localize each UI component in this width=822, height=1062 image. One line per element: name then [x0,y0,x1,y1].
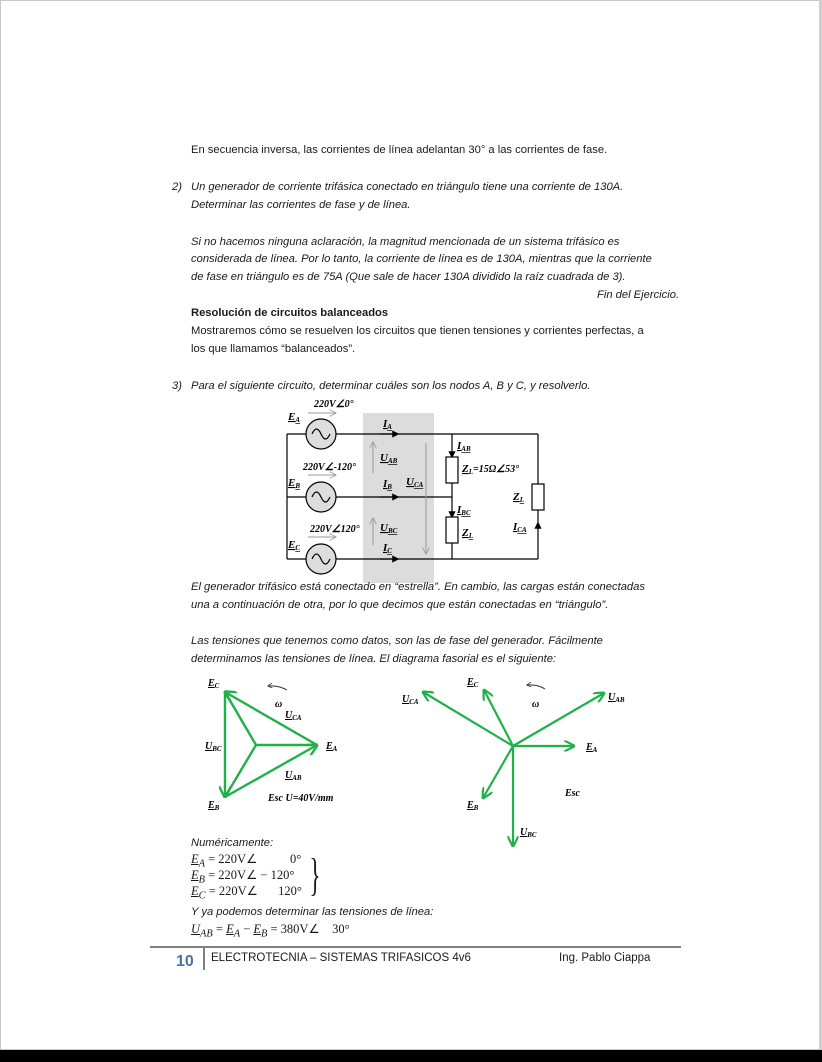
phasor-right-eb-label: $E_B$ [467,800,479,812]
equation-ec: $E_C$ = 220V∠ 120° [191,884,302,902]
ubc-label: UBC [380,522,398,535]
generator-a-icon [306,419,336,449]
eb-label: EB [288,477,301,490]
paragraph-inverse-sequence: En secuencia inversa, las corrientes de línea adelantan 30° a las corrientes de fase. [191,144,608,156]
footer-divider [150,946,681,948]
equation-eb: $E_B$ = 220V∠ − 120° [191,868,295,886]
phasor-right-uab-label: $U_{AB}$ [608,692,625,704]
zl-value-label: ZL=15Ω∠53° [462,463,520,476]
phasor-left-ea-label: $E_A$ [326,741,338,753]
phasor-left-ubc-label: $U_{BC}$ [205,741,222,753]
phasor-left-ec-label: $E_C$ [208,678,220,690]
section-text-1: Mostraremos cómo se resuelven los circuitos que tienen tensiones y corrientes perfectas, a [191,325,644,337]
three-phase-circuit-diagram [270,395,560,585]
phasor-right-ec-label: $E_C$ [467,677,479,689]
ica-label: ICA [513,521,527,534]
line-voltages-text: Y ya podemos determinar las tensiones de línea: [191,906,434,918]
load-zab [446,457,458,483]
bottom-black-bar [0,1050,822,1062]
zl-label-ca: ZL [513,491,525,504]
phasor-left-eb-label: $E_B$ [208,800,220,812]
uca-label: UCA [406,476,424,489]
section-heading: Resolución de circuitos balanceados [191,307,389,319]
generator-text-2: una a continuación de otra, por lo que decimos que están conectadas en “triángulo”. [191,599,609,611]
phasor-diagram-triangle [190,670,365,815]
phasor-right-uca-label: $U_{CA}$ [402,694,419,706]
shaded-region [363,413,434,583]
voltages-text-2: determinamos las tensiones de línea. El diagrama fasorial es el siguiente: [191,653,557,665]
exercise-2-answer-1: Si no hacemos ninguna aclaración, la magnitud mencionada de un sistema trifásico es [191,236,620,248]
phasor-right-scale: Esc [565,788,580,799]
phasor-right-omega: ω [532,699,540,710]
equation-ea: $E_A$ = 220V∠ 0° [191,852,302,870]
phasor-right-ubc-label: $U_{BC}$ [520,827,537,839]
phasor-left-uca-label: $U_{CA}$ [285,710,302,722]
ia-label: IA [383,418,392,431]
phasor-diagram-star [390,670,640,850]
numerically-label: Numéricamente: [191,837,274,849]
exercise-2-answer-3: de fase en triángulo es de 75A (Que sale de hacer 130A dividido la raíz cuadrada de 3). [191,271,626,283]
voltages-text-1: Las tensiones que tenemos como datos, son las de fase del generador. Fácilmente [191,635,603,647]
load-zbc [446,517,458,543]
generator-text-1: El generador trifásico está conectado en “estrella”. En cambio, las cargas están conectadas [191,581,645,593]
ibc-label: IBC [457,504,471,517]
exercise-3-number: 3) [172,380,182,392]
generator-b-icon [306,482,336,512]
exercise-2-statement: Un generador de corriente trifásica conectado en triángulo tiene una corriente de 130A. [191,181,624,193]
footer-author: Ing. Pablo Ciappa [559,952,651,964]
iab-label: IAB [457,440,471,453]
phasor-left-scale: Esc U=40V/mm [268,793,334,804]
exercise-2-number: 2) [172,181,182,193]
exercise-end: Fin del Ejercicio. [597,289,680,301]
footer-separator [203,948,205,970]
phasor-left-omega: ω [275,699,283,710]
ea-value-label: 220V∠0° [314,399,354,410]
section-text-2: los que llamamos “balanceados”. [191,343,356,355]
load-zca [532,484,544,510]
phasor-left-uab-label: $U_{AB}$ [285,770,302,782]
exercise-2-answer-2: considerada de línea. Por lo tanto, la corriente de línea es de 130A, mientras que la corriente [191,253,652,265]
ea-label: EA [288,411,301,424]
ec-value-label: 220V∠120° [310,524,360,535]
ic-label: IC [383,542,392,555]
phasor-right-ea-label: $E_A$ [586,742,598,754]
eb-value-label: 220V∠-120° [303,462,356,473]
generator-c-icon [306,544,336,574]
ec-label: EC [288,539,301,552]
uab-label: UAB [380,452,398,465]
page-number: 10 [176,953,194,970]
ib-label: IB [383,478,392,491]
exercise-2-statement-2: Determinar las corrientes de fase y de línea. [191,199,411,211]
right-brace: } [309,849,321,900]
zl-label-bc: ZL [462,527,474,540]
footer-title: ELECTROTECNIA – SISTEMAS TRIFASICOS 4v6 [211,952,471,964]
exercise-3-statement: Para el siguiente circuito, determinar cuáles son los nodos A, B y C, y resolverlo. [191,380,591,392]
equation-uab: $U_{AB} = E_A - E_B$ = 380V∠ 30° [191,922,350,940]
